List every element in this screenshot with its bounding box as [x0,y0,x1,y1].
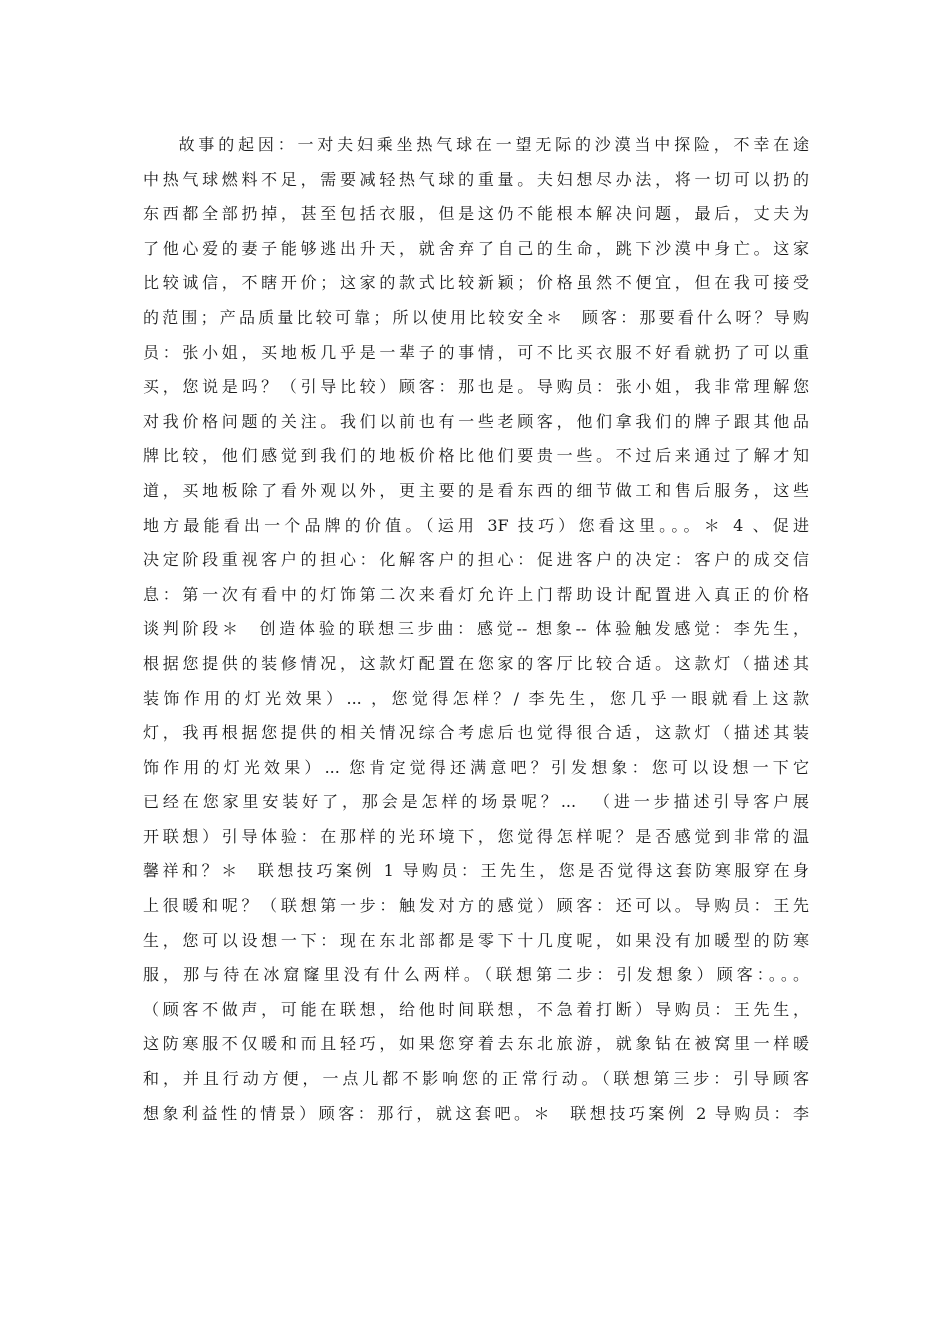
text-line: 上很暖和呢？（联想第一步：触发对方的感觉）顾客：还可以。导购员：王先 [143,896,809,916]
text-line: 这防寒服不仅暖和而且轻巧，如果您穿着去东北旅游，就象钻在被窝里一样暖 [143,1034,809,1054]
text-line: 故事的起因：一对夫妇乘坐热气球在一望无际的沙漠当中探险，不幸在途 [143,135,809,154]
text-line: 地方最能看出一个品牌的价值。（运用 3F 技巧）您看这里。。。＊ 4 、促进 [143,515,809,535]
text-line: 牌比较，他们感觉到我们的地板价格比他们要贵一些。不过后来通过了解才知 [143,446,809,466]
text-line: 东西都全部扔掉，甚至包括衣服，但是这仍不能根本解决问题，最后，丈夫为 [143,204,809,224]
text-line: 对我价格问题的关注。我们以前也有一些老顾客，他们拿我们的牌子跟其他品 [143,411,809,431]
text-line: 想象利益性的情景）顾客：那行，就这套吧。＊ 联想技巧案例 2 导购员：李 [143,1103,809,1123]
text-line: 生，您可以设想一下：现在东北部都是零下十几度呢，如果没有加暖型的防寒 [143,930,809,950]
text-line: 装饰作用的灯光效果）... ，您觉得怎样？/ 李先生，您几乎一眼就看上这款 [143,688,809,708]
text-line: 灯，我再根据您提供的相关情况综合考虑后也觉得很合适，这款灯（描述其装 [143,723,809,743]
text-line: 道，买地板除了看外观以外，更主要的是看东西的细节做工和售后服务，这些 [143,480,809,500]
text-line: 馨祥和？＊ 联想技巧案例 1 导购员：王先生，您是否觉得这套防寒服穿在身 [143,861,809,881]
text-line: 了他心爱的妻子能够逃出升天，就舍弃了自己的生命，跳下沙漠中身亡。这家 [143,238,809,258]
text-line: 已经在您家里安装好了，那会是怎样的场景呢？... （进一步描述引导客户展 [143,792,809,812]
text-line: 服，那与待在冰窟窿里没有什么两样。（联想第二步：引发想象）顾客：。。。 [143,965,809,985]
text-line: 和，并且行动方便，一点儿都不影响您的正常行动。（联想第三步：引导顾客 [143,1069,809,1089]
text-line: 息：第一次有看中的灯饰第二次来看灯允许上门帮助设计配置进入真正的价格 [143,584,809,604]
text-line: 员：张小姐，买地板几乎是一辈子的事情，可不比买衣服不好看就扔了可以重 [143,342,809,362]
text-line: 中热气球燃料不足，需要减轻热气球的重量。夫妇想尽办法，将一切可以扔的 [143,169,809,189]
text-line: 谈判阶段＊ 创造体验的联想三步曲：感觉-- 想象-- 体验触发感觉：李先生， [143,619,809,639]
text-line: 的范围；产品质量比较可靠；所以使用比较安全＊ 顾客：那要看什么呀？导购 [143,307,809,327]
text-line: 开联想）引导体验：在那样的光环境下，您觉得怎样呢？是否感觉到非常的温 [143,826,809,846]
text-line: 比较诚信，不瞎开价；这家的款式比较新颖；价格虽然不便宜，但在我可接受 [143,273,809,293]
body-text [143,128,809,1131]
text-line: （顾客不做声，可能在联想，给他时间联想，不急着打断）导购员：王先生， [143,999,809,1019]
text-line: 根据您提供的装修情况，这款灯配置在您家的客厅比较合适。这款灯（描述其 [143,653,809,673]
text-line: 饰作用的灯光效果）... 您肯定觉得还满意吧？引发想象：您可以设想一下它 [143,757,809,777]
text-line: 买，您说是吗？（引导比较）顾客：那也是。导购员：张小姐，我非常理解您 [143,377,809,397]
text-line: 决定阶段重视客户的担心：化解客户的担心：促进客户的决定：客户的成交信 [143,550,809,570]
